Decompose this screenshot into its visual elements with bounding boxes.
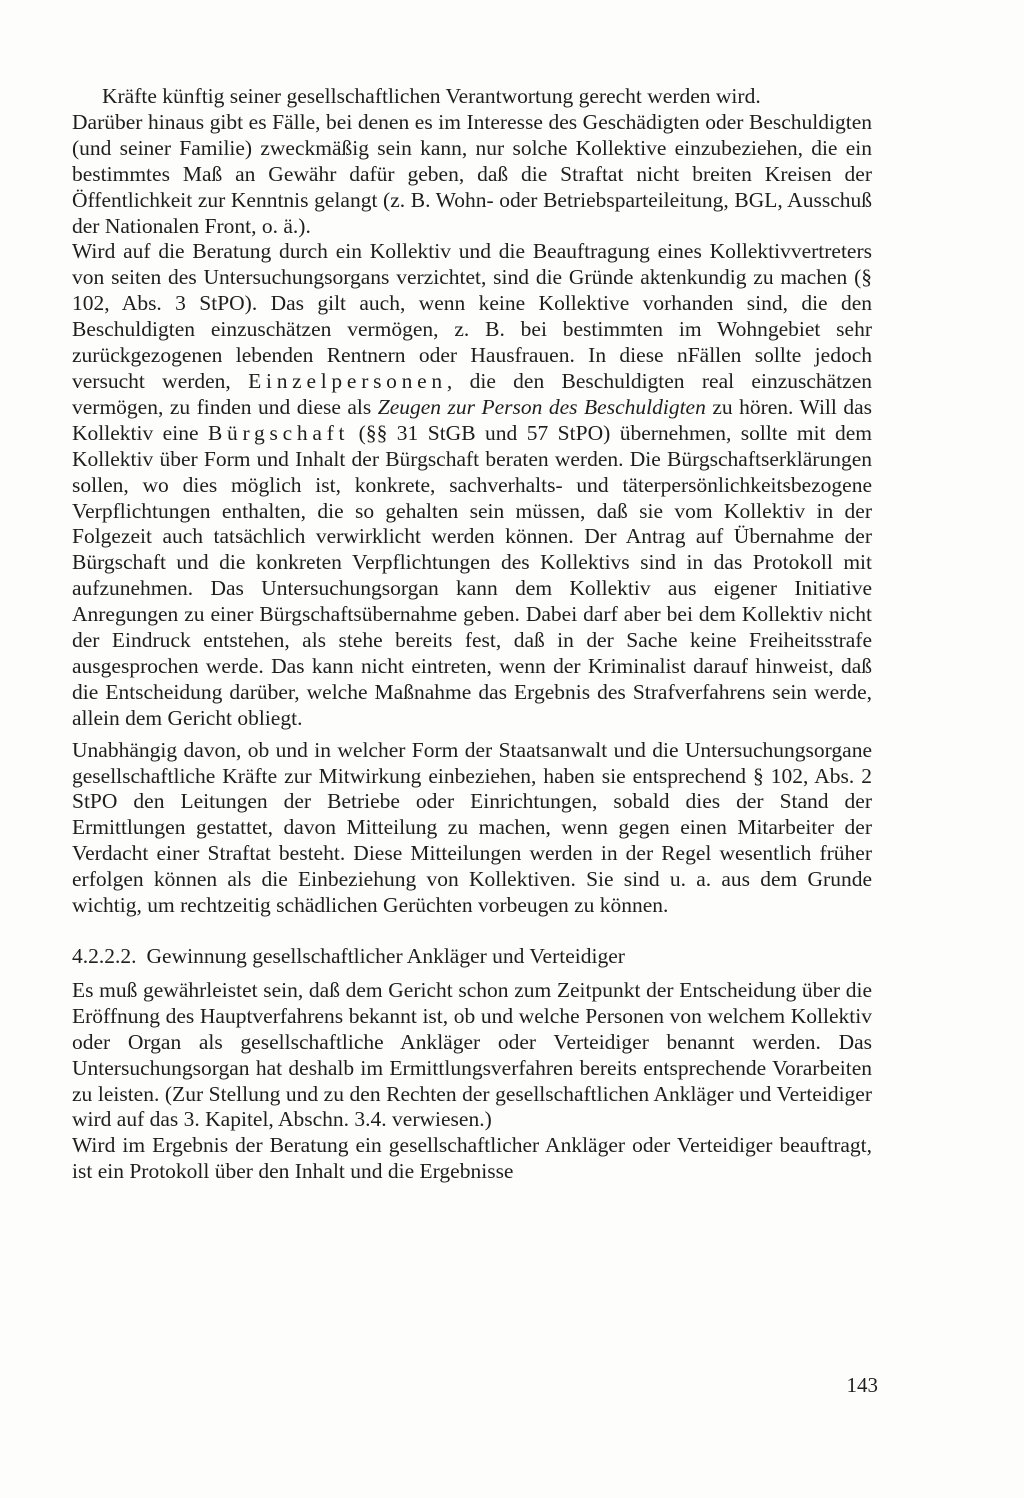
text-run: zu hören. Will das Kollektiv eine xyxy=(72,394,873,445)
paragraph xyxy=(72,84,872,110)
paragraph xyxy=(72,1133,872,1185)
page-number: 143 xyxy=(846,1373,878,1397)
emphasized-term: Bürgschaft xyxy=(207,420,350,445)
section-heading xyxy=(72,944,872,970)
paragraph xyxy=(72,738,872,919)
section-title: Gewinnung gesellschaftlicher Ankläger und Verteidiger xyxy=(146,944,625,968)
italic-term: Zeugen zur Person des Beschuldigten xyxy=(377,394,706,419)
paragraph xyxy=(72,978,872,1133)
text-run: Darüber hinaus gibt es Fälle, bei denen es im Interesse des Geschädigten oder Beschuldigten (und seiner Familie) zweckmäßig sein kann, nur solche Kollektive einzubeziehen, die ein bestimmtes Maß an Gewähr dafür geben, daß die Straftat nicht breiten Kreisen der Öffentlichkeit zur Kenntnis gelangt (z. B. Wohn- oder Betriebsparteileitung, BGL, Ausschuß der Nationalen Front, o. ä.). xyxy=(72,109,872,238)
text-run: Kräfte künftig seiner gesellschaftlichen Verantwortung gerecht werden wird. xyxy=(102,84,761,108)
paragraph xyxy=(72,110,872,240)
section-number: 4.2.2.2. xyxy=(72,944,137,968)
text-run: , die den Beschuldigten real einzuschätzen vermögen, zu finden und diese als xyxy=(72,368,872,419)
body-text xyxy=(72,84,872,1185)
emphasized-term: Einzelpersonen xyxy=(248,368,447,393)
paragraph xyxy=(72,239,872,731)
text-run: (§§ 31 StGB und 57 StPO) übernehmen, sollte mit dem Kollektiv über Form und Inhalt der Bürgschaft beraten werden. Die Bürgschaftserklärungen sollen, wo dies möglich ist, konkrete, sachverhalts- und täterpersönlichkeitsbezogene Verpflichtungen enthalten, die so gehalten sein müssen, daß sie vom Kollektiv in der Folgezeit auch tatsächlich verwirklicht werden können. Der Antrag auf Übernahme der Bürgschaft und die konkreten Verpflichtungen des Kollektivs sind in das Protokoll mit aufzunehmen. Das Untersuchungsorgan kann dem Kollektiv aus eigener Initiative Anregungen zu einer Bürgschaftsübernahme geben. Dabei darf aber bei dem Kollektiv nicht der Eindruck entstehen, als stehe bereits fest, daß in der Sache keine Freiheitsstrafe ausgesprochen werde. Das kann nicht eintreten, wenn der Kriminalist darauf hinweist, daß die Entscheidung darüber, welche Maßnahme das Ergebnis des Strafverfahrens sein werde, allein dem Gericht obliegt. xyxy=(72,420,872,730)
text-run: Unabhängig davon, ob und in welcher Form der Staatsanwalt und die Untersuchungsorgane gesellschaftliche Kräfte zur Mitwirkung einbeziehen, haben sie entsprechend § 102, Abs. 2 StPO den Leitungen der Betriebe oder Einrichtungen, sobald dies der Stand der Ermittlungen gestattet, davon Mitteilung zu machen, wenn gegen einen Mitarbeiter der Verdacht einer Straftat besteht. Diese Mitteilungen werden in der Regel wesentlich früher erfolgen können als die Einbeziehung von Kollektiven. Sie sind u. a. aus dem Grunde wichtig, um rechtzeitig schädlichen Gerüchten vorbeugen zu können. xyxy=(72,737,872,918)
text-run: Es muß gewährleistet sein, daß dem Gericht schon zum Zeitpunkt der Entscheidung über die Eröffnung des Hauptverfahrens bekannt ist, ob und welche Personen von welchem Kollektiv oder Organ als gesellschaftliche Ankläger oder Verteidiger benannt werden. Das Untersuchungsorgan hat deshalb im Ermittlungsverfahren bereits entsprechende Vorarbeiten zu leisten. (Zur Stellung und zu den Rechten der gesellschaftlichen Ankläger und Verteidiger wird auf das 3. Kapitel, Abschn. 3.4. verwiesen.) xyxy=(72,977,872,1132)
text-run: Wird auf die Beratung durch ein Kollektiv und die Beauftragung eines Kollektivvertreters von seiten des Untersuchungsorgans verzichtet, sind die Gründe aktenkundig zu machen (§ 102, Abs. 3 StPO). Das gilt auch, wenn keine Kollektive vorhanden sind, die den Beschuldigten einzuschätzen vermögen, z. B. bei bestimmten im Wohngebiet sehr zurückgezogenen lebenden Rentnern oder Hausfrauen. In diese nFällen sollte jedoch versucht werden, xyxy=(72,239,872,393)
text-run: Wird im Ergebnis der Beratung ein gesellschaftlicher Ankläger oder Verteidiger beauftragt, ist ein Protokoll über den Inhalt und die Ergebnisse xyxy=(72,1133,872,1184)
